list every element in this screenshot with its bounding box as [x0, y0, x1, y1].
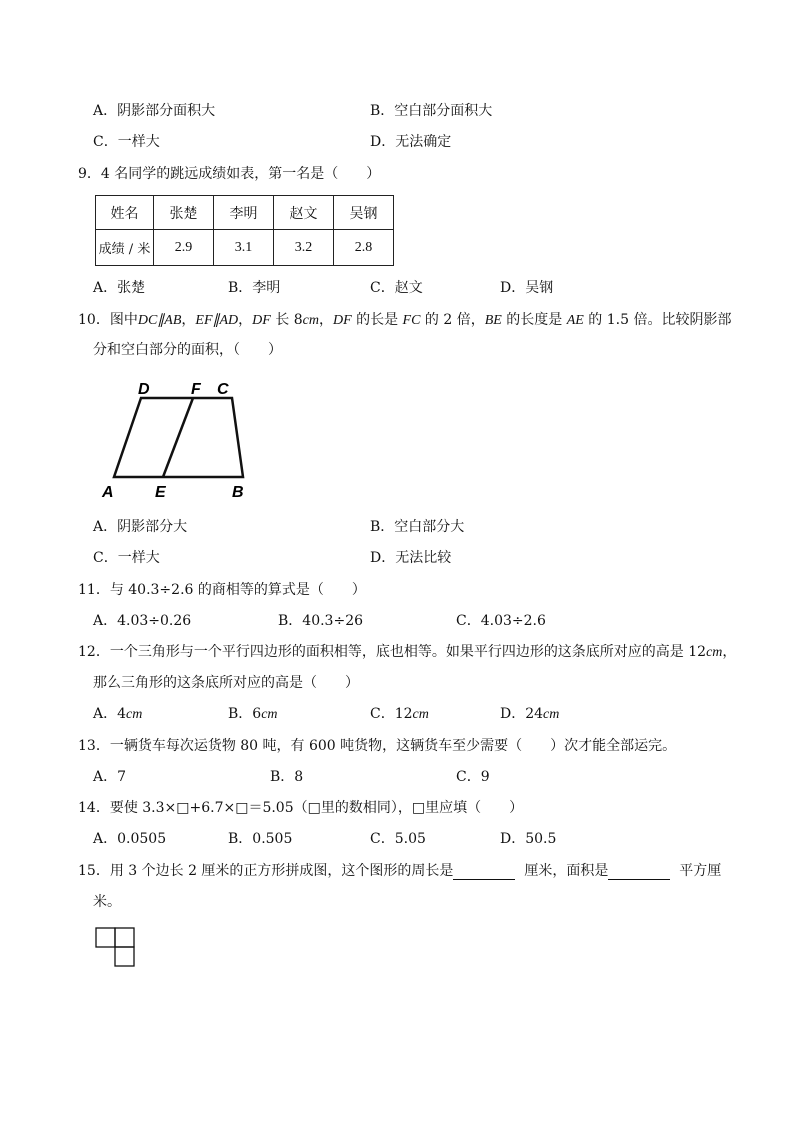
q12-option-a[interactable]: A．4cm: [93, 706, 143, 722]
label-d: D: [138, 381, 150, 398]
q12-stem-line2: 那么三角形的这条底所对应的高是（ ）: [93, 675, 359, 691]
q11-option-a[interactable]: A．4.03÷0.26: [93, 613, 192, 629]
label-c: C: [217, 381, 229, 398]
square-bottom-right: [115, 947, 134, 966]
q13-option-b[interactable]: B．8: [270, 769, 304, 785]
q15-stem-line1: 15．用 3 个边长 2 厘米的正方形拼成图，这个图形的周长是 厘米，面积是 平方厘: [78, 863, 722, 879]
q13-option-c[interactable]: C．9: [456, 769, 490, 785]
q12-option-b[interactable]: B．6cm: [228, 706, 278, 722]
table-cell: 成绩 / 米: [96, 230, 154, 266]
q15-stem-line2: 米。: [93, 894, 121, 910]
q14-option-d[interactable]: D．50.5: [500, 831, 557, 847]
q10-option-d[interactable]: D．无法比较: [370, 550, 452, 566]
q14-stem: 14．要使 3.3×□+6.7×□＝5.05（□里的数相同），□里应填（ ）: [78, 800, 524, 816]
q10-option-b[interactable]: B．空白部分大: [370, 519, 465, 535]
table-cell: 3.1: [214, 230, 274, 266]
square-top-right: [115, 928, 134, 947]
q13-option-a[interactable]: A．7: [93, 769, 127, 785]
q14-option-a[interactable]: A．0.0505: [93, 831, 167, 847]
q9-option-a[interactable]: A．张楚: [93, 280, 146, 296]
q9-option-b[interactable]: B．李明: [228, 280, 281, 296]
table-cell: 姓名: [96, 196, 154, 230]
q9-option-c[interactable]: C．赵文: [370, 280, 423, 296]
q14-option-c[interactable]: C．5.05: [370, 831, 426, 847]
q10-stem-line2: 分和空白部分的面积，（ ）: [93, 342, 282, 358]
q13-stem: 13．一辆货车每次运货物 80 吨，有 600 吨货物，这辆货车至少需要（ ）次才能全部运完。: [78, 738, 677, 754]
table-cell: 2.9: [154, 230, 214, 266]
q10-option-c[interactable]: C．一样大: [93, 550, 160, 566]
q12-option-d[interactable]: D．24cm: [500, 706, 560, 722]
q9-stem: 9．4 名同学的跳远成绩如表，第一名是（ ）: [78, 166, 381, 182]
q12-option-c[interactable]: C．12cm: [370, 706, 429, 722]
q11-option-b[interactable]: B．40.3÷26: [278, 613, 364, 629]
table-cell: 李明: [214, 196, 274, 230]
label-f: F: [191, 381, 201, 398]
q8-option-b[interactable]: B．空白部分面积大: [370, 103, 493, 119]
table-cell: 张楚: [154, 196, 214, 230]
q10-stem-line1: 10．图中DC∥AB，EF∥AD，DF 长 8cm，DF 的长是 FC 的 2 倍，BE 的长度是 AE 的 1.5 倍。比较阴影部: [78, 312, 732, 328]
q10-option-a[interactable]: A．阴影部分大: [93, 519, 188, 535]
q8-option-a[interactable]: A．阴影部分面积大: [93, 103, 216, 119]
q9-option-d[interactable]: D．吴钢: [500, 280, 554, 296]
label-e: E: [155, 484, 166, 501]
table-cell: 2.8: [334, 230, 394, 266]
q8-option-d[interactable]: D．无法确定: [370, 134, 452, 150]
q12-stem-line1: 12．一个三角形与一个平行四边形的面积相等，底也相等。如果平行四边形的这条底所对应的高是 12cm，: [78, 644, 737, 660]
q11-stem: 11．与 40.3÷2.6 的商相等的算式是（ ）: [78, 582, 366, 598]
table-cell: 赵文: [274, 196, 334, 230]
q14-option-b[interactable]: B．0.505: [228, 831, 293, 847]
q8-option-c[interactable]: C．一样大: [93, 134, 160, 150]
label-b: B: [232, 484, 244, 501]
label-a: A: [102, 484, 114, 501]
q11-option-c[interactable]: C．4.03÷2.6: [456, 613, 546, 629]
square-top-left: [96, 928, 115, 947]
table-cell: 吴钢: [334, 196, 394, 230]
table-cell: 3.2: [274, 230, 334, 266]
